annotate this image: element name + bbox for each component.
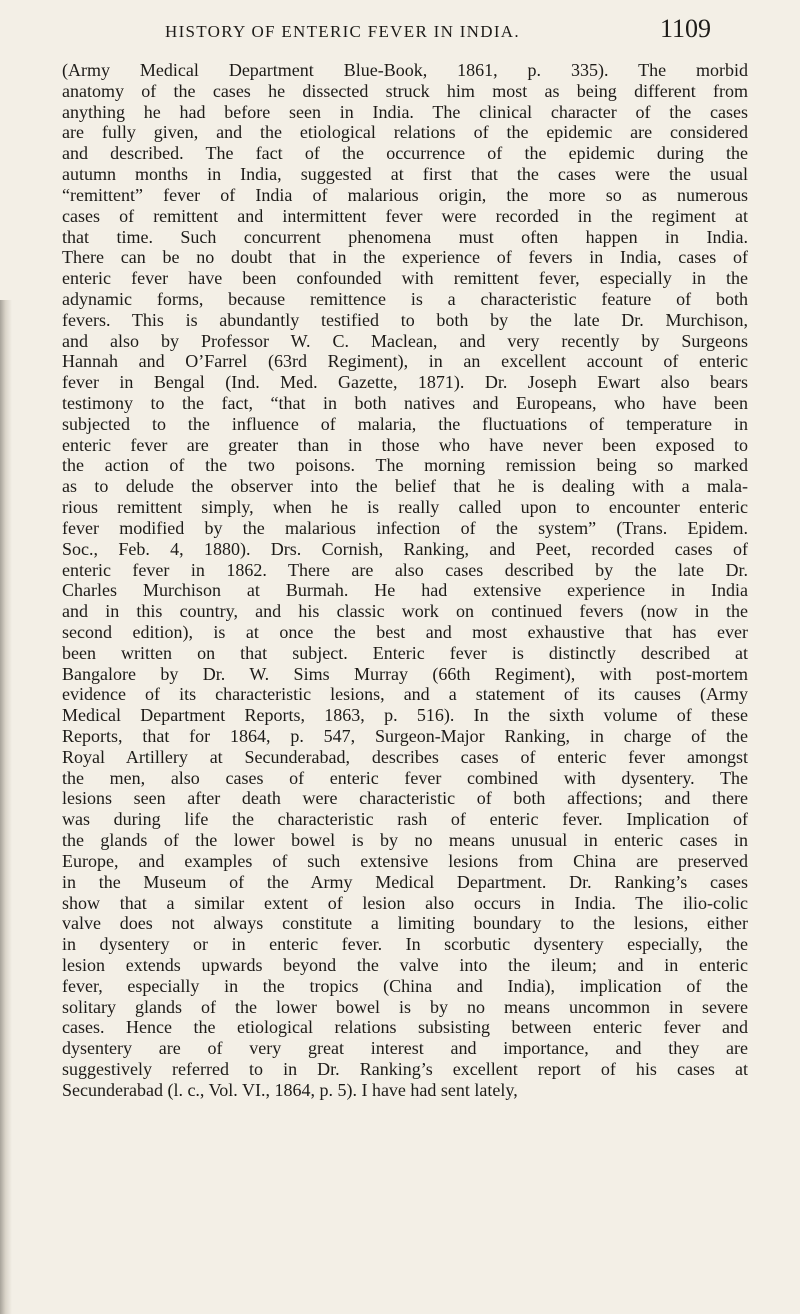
text-line: Medical Department Reports, 1863, p. 516). In the sixth volume of these xyxy=(62,705,748,726)
page-number: 1109 xyxy=(659,14,711,43)
text-line: the action of the two poisons. The morning remission being so marked xyxy=(62,455,748,476)
text-line: evidence of its characteristic lesions, and a statement of its causes (Army xyxy=(62,684,748,705)
text-line: was during life the characteristic rash of enteric fever. Implication of xyxy=(62,809,748,830)
text-line: that time. Such concurrent phenomena must often happen in India. xyxy=(62,226,748,247)
text-line: Secunderabad (l. c., Vol. VI., 1864, p. 5). I have had sent lately, xyxy=(62,1079,518,1100)
text-line: (Army Medical Department Blue-Book, 1861, p. 335). The morbid xyxy=(62,60,748,80)
text-line: enteric fever in 1862. There are also cases described by the late Dr. xyxy=(62,559,748,580)
text-line: dysentery are of very great interest and importance, and they are xyxy=(62,1038,748,1059)
text-line: Hannah and O’Farrel (63rd Regiment), in an excellent account of enteric xyxy=(62,351,748,372)
running-head xyxy=(105,14,711,50)
text-line: enteric fever have been confounded with remittent fever, especially in the xyxy=(62,268,748,289)
text-line: lesion extends upwards beyond the valve into the ileum; and in enteric xyxy=(62,954,748,975)
text-line: subjected to the influence of malaria, the fluctuations of temperature in xyxy=(62,413,748,434)
text-line: lesions seen after death were characteristic of both affections; and there xyxy=(62,788,748,809)
text-line: the glands of the lower bowel is by no means unusual in enteric cases in xyxy=(62,830,748,851)
text-line: in dysentery or in enteric fever. In scorbutic dysentery especially, the xyxy=(62,934,748,955)
text-line: Bangalore by Dr. W. Sims Murray (66th Regiment), with post-mortem xyxy=(62,663,748,684)
text-line: Reports, that for 1864, p. 547, Surgeon-Major Ranking, in charge of the xyxy=(62,726,748,746)
text-line: There can be no doubt that in the experience of fevers in India, cases of xyxy=(62,247,748,268)
text-line: “remittent” fever of India of malarious origin, the more so as numerous xyxy=(62,184,748,205)
text-line: testimony to the fact, “that in both natives and Europeans, who have been xyxy=(62,393,748,413)
text-line: been written on that subject. Enteric fever is distinctly described at xyxy=(62,642,748,663)
text-line: fever in Bengal (Ind. Med. Gazette, 1871). Dr. Joseph Ewart also bears xyxy=(62,372,748,393)
text-line: fever, especially in the tropics (China and India), implication of the xyxy=(62,975,748,996)
text-line: solitary glands of the lower bowel is by no means uncommon in severe xyxy=(62,996,748,1017)
text-line: autumn months in India, suggested at first that the cases were the usual xyxy=(62,164,748,185)
text-line: valve does not always constitute a limiting boundary to the lesions, either xyxy=(62,913,748,934)
text-line: cases of remittent and intermittent fever were recorded in the regiment at xyxy=(62,205,748,226)
text-line: as to delude the observer into the belief that he is dealing with a mala- xyxy=(62,476,748,497)
text-line: are fully given, and the etiological relations of the epidemic are considered xyxy=(62,122,748,143)
page-binding-shadow xyxy=(0,300,12,1314)
text-line: fever modified by the malarious infection of the system” (Trans. Epidem. xyxy=(62,517,748,538)
text-line: show that a similar extent of lesion also occurs in India. The ilio-colic xyxy=(62,892,748,913)
text-line: second edition), is at once the best and most exhaustive that has ever xyxy=(62,621,748,642)
text-line: and in this country, and his classic work on continued fevers (now in the xyxy=(62,601,748,622)
text-line: rious remittent simply, when he is really called upon to encounter enteric xyxy=(62,497,748,518)
text-line: anything he had before seen in India. The clinical character of the cases xyxy=(62,101,748,122)
text-line: and described. The fact of the occurrence of the epidemic during the xyxy=(62,143,748,164)
text-line: and also by Professor W. C. Maclean, and very recently by Surgeons xyxy=(62,330,748,351)
text-line: cases. Hence the etiological relations subsisting between enteric fever and xyxy=(62,1017,748,1038)
text-line: adynamic forms, because remittence is a characteristic feature of both xyxy=(62,288,748,309)
text-line: Royal Artillery at Secunderabad, describes cases of enteric fever amongst xyxy=(62,746,748,767)
text-line: Europe, and examples of such extensive lesions from China are preserved xyxy=(62,850,748,871)
running-title: HISTORY OF ENTERIC FEVER IN INDIA. xyxy=(165,22,520,41)
text-line: anatomy of the cases he dissected struck him most as being different from xyxy=(62,80,748,101)
text-line: in the Museum of the Army Medical Department. Dr. Ranking’s cases xyxy=(62,871,748,892)
text-line: Soc., Feb. 4, 1880). Drs. Cornish, Ranking, and Peet, recorded cases of xyxy=(62,538,748,559)
text-line: the men, also cases of enteric fever combined with dysentery. The xyxy=(62,767,748,788)
text-line: Charles Murchison at Burmah. He had extensive experience in India xyxy=(62,580,748,601)
body-text xyxy=(62,60,748,1101)
text-line: suggestively referred to in Dr. Ranking’s excellent report of his cases at xyxy=(62,1059,748,1079)
text-line: fevers. This is abundantly testified to both by the late Dr. Murchison, xyxy=(62,309,748,330)
text-line: enteric fever are greater than in those who have never been exposed to xyxy=(62,434,748,455)
